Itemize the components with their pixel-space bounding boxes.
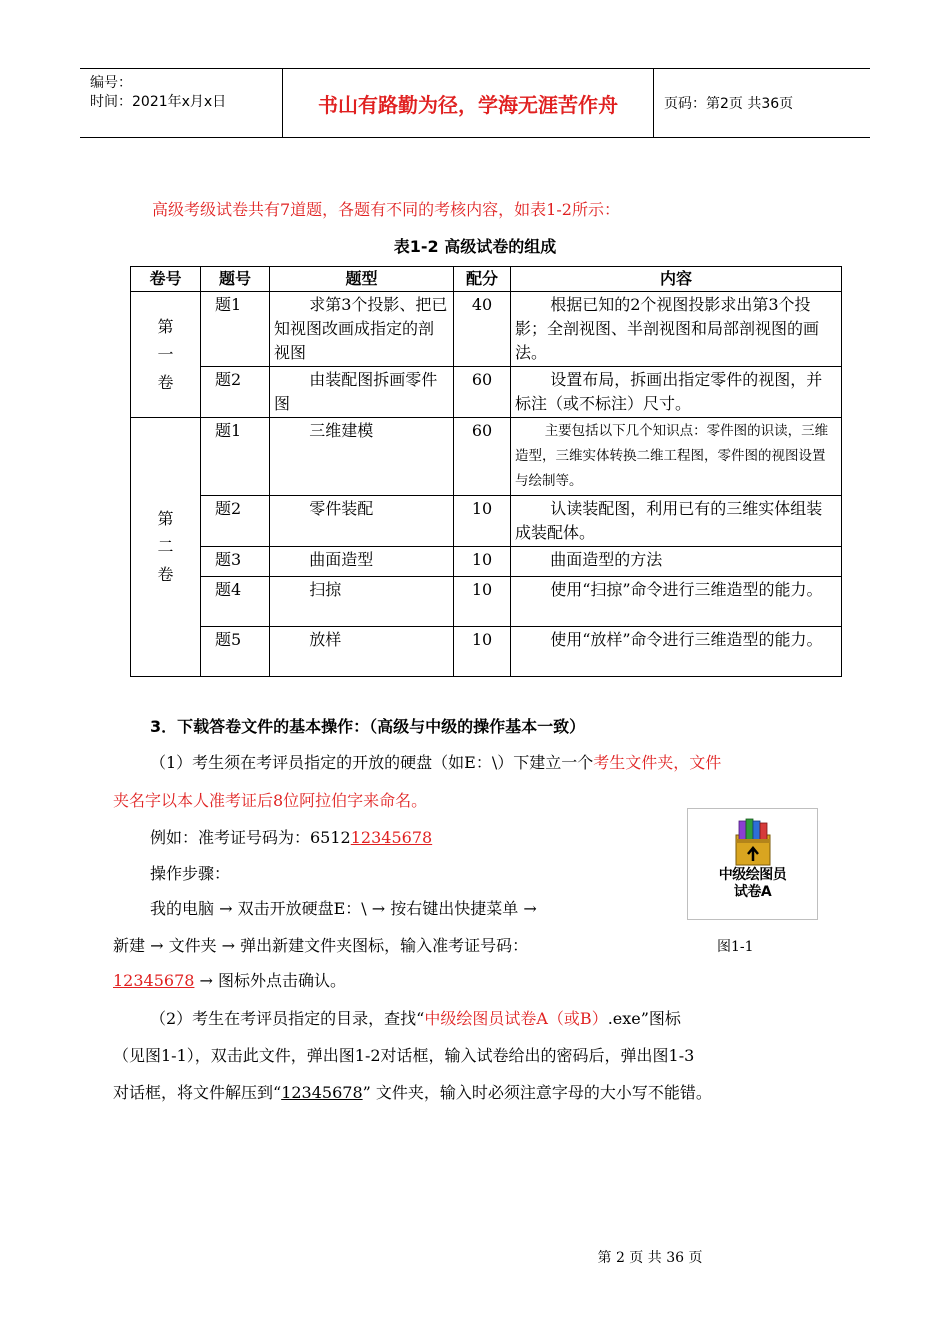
winrar-archive-icon xyxy=(732,817,774,867)
example-line xyxy=(150,825,432,848)
question-cell: 题4 xyxy=(201,577,270,627)
header-motto-cell xyxy=(283,69,654,137)
content-cell: 曲面造型的方法 xyxy=(511,547,842,577)
table-row xyxy=(131,577,842,627)
steps-label: 操作步骤： xyxy=(150,864,231,883)
table-row xyxy=(131,292,842,367)
steps-line-2: 新建 → 文件夹 → 弹出新建文件夹图标，输入准考证号码： xyxy=(113,936,529,955)
type-cell: 扫掠 xyxy=(270,577,454,627)
section-3-title: 3．下载答卷文件的基本操作：（高级与中级的操作基本一致） xyxy=(150,717,586,736)
header-score: 配分 xyxy=(454,267,511,292)
score-cell: 10 xyxy=(454,627,511,677)
question-cell: 题5 xyxy=(201,627,270,677)
para-2-line-1 xyxy=(150,1006,681,1029)
code-label: 编号： xyxy=(90,75,132,91)
question-cell: 题1 xyxy=(201,418,270,496)
score-cell: 10 xyxy=(454,547,511,577)
header-right-cell xyxy=(654,69,870,137)
table-header-row xyxy=(131,267,842,292)
header-content: 内容 xyxy=(511,267,842,292)
para-2-line-3-c: ” 文件夹，输入时必须注意字母的大小写不能错。 xyxy=(362,1083,712,1102)
exam-composition-table xyxy=(130,266,842,677)
volume-2-cell xyxy=(131,418,201,677)
para-2-text-a: （2）考生在考评员指定的目录，查找“ xyxy=(150,1009,425,1028)
table-row xyxy=(131,496,842,547)
content-cell: 使用“扫掠”命令进行三维造型的能力。 xyxy=(511,577,842,627)
volume-1-cell xyxy=(131,292,201,418)
example-text: 例如：准考证号码为：6512 xyxy=(150,828,351,847)
type-cell: 三维建模 xyxy=(270,418,454,496)
score-cell: 10 xyxy=(454,577,511,627)
table-caption: 表1-2 高级试卷的组成 xyxy=(393,237,557,256)
para-2-line-3-a: 对话框，将文件解压到“ xyxy=(113,1083,282,1102)
icon-label xyxy=(688,867,817,901)
question-cell: 题3 xyxy=(201,547,270,577)
score-cell: 10 xyxy=(454,496,511,547)
steps-line-3 xyxy=(113,968,346,991)
page-header xyxy=(80,68,870,138)
question-cell: 题2 xyxy=(201,367,270,418)
para-1-highlight-1: 考生文件夹，文件 xyxy=(593,753,722,772)
example-id-underlined: 12345678 xyxy=(350,828,433,847)
type-cell: 求第3个投影、把已知视图改画成指定的剖视图 xyxy=(270,292,454,367)
para-2-highlight: 中级绘图员试卷A（或B） xyxy=(424,1009,608,1028)
page-info: 页码：第2页 共36页 xyxy=(664,96,794,112)
content-cell: 使用“放样”命令进行三维造型的能力。 xyxy=(511,627,842,677)
steps-id-underlined: 12345678 xyxy=(113,971,195,990)
para-2-line-3 xyxy=(113,1080,712,1103)
icon-label-line-1: 中级绘图员 xyxy=(718,867,787,883)
content-cell: 认读装配图，利用已有的三维实体组装成装配体。 xyxy=(511,496,842,547)
content-cell: 设置布局，拆画出指定零件的视图，并标注（或不标注）尺寸。 xyxy=(511,367,842,418)
para-1-text: （1）考生须在考评员指定的开放的硬盘（如E：\）下建立一个 xyxy=(150,753,594,772)
header-type: 题型 xyxy=(270,267,454,292)
steps-confirm-text: → 图标外点击确认。 xyxy=(194,971,347,990)
exam-file-icon[interactable] xyxy=(687,808,818,920)
type-cell: 放样 xyxy=(270,627,454,677)
header-question: 题号 xyxy=(201,267,270,292)
para-1-line-1 xyxy=(150,750,721,773)
icon-label-line-2: 试卷A xyxy=(733,884,772,900)
type-cell: 由装配图拆画零件图 xyxy=(270,367,454,418)
table-row xyxy=(131,547,842,577)
content-cell: 主要包括以下几个知识点：零件图的识读，三维造型，三维实体转换二维工程图，零件图的视图设置与绘制等。 xyxy=(511,418,842,496)
table-row xyxy=(131,418,842,496)
para-2-text-b: .exe”图标 xyxy=(607,1009,681,1028)
para-1-highlight-2: 夹名字以本人准考证后8位阿拉伯字来命名。 xyxy=(113,791,428,810)
motto: 书山有路勤为径，学海无涯苦作舟 xyxy=(318,93,618,117)
table-row xyxy=(131,627,842,677)
para-2-line-2: （见图1-1），双击此文件，弹出图1-2对话框，输入试卷给出的密码后，弹出图1-3 xyxy=(113,1046,695,1065)
header-left-cell xyxy=(80,69,283,137)
content-cell: 根据已知的2个视图投影求出第3个投影；全剖视图、半剖视图和局部剖视图的画法。 xyxy=(511,292,842,367)
question-cell: 题2 xyxy=(201,496,270,547)
page-footer: 第 2 页 共 36 页 xyxy=(597,1250,703,1266)
header-volume: 卷号 xyxy=(131,267,201,292)
para-2-folder-underlined: 12345678 xyxy=(281,1083,363,1102)
type-cell: 零件装配 xyxy=(270,496,454,547)
score-cell: 40 xyxy=(454,292,511,367)
score-cell: 60 xyxy=(454,418,511,496)
intro-text: 高级考级试卷共有7道题，各题有不同的考核内容，如表1-2所示： xyxy=(152,200,620,219)
figure-caption: 图1-1 xyxy=(717,939,754,955)
steps-line-1: 我的电脑 → 双击开放硬盘E：\ → 按右键出快捷菜单 → xyxy=(150,899,537,918)
score-cell: 60 xyxy=(454,367,511,418)
volume-1-label: 第一卷 xyxy=(157,316,174,392)
type-cell: 曲面造型 xyxy=(270,547,454,577)
question-cell: 题1 xyxy=(201,292,270,367)
time-label: 时间：2021年x月x日 xyxy=(90,94,227,110)
volume-2-label: 第二卷 xyxy=(157,509,174,584)
table-row xyxy=(131,367,842,418)
